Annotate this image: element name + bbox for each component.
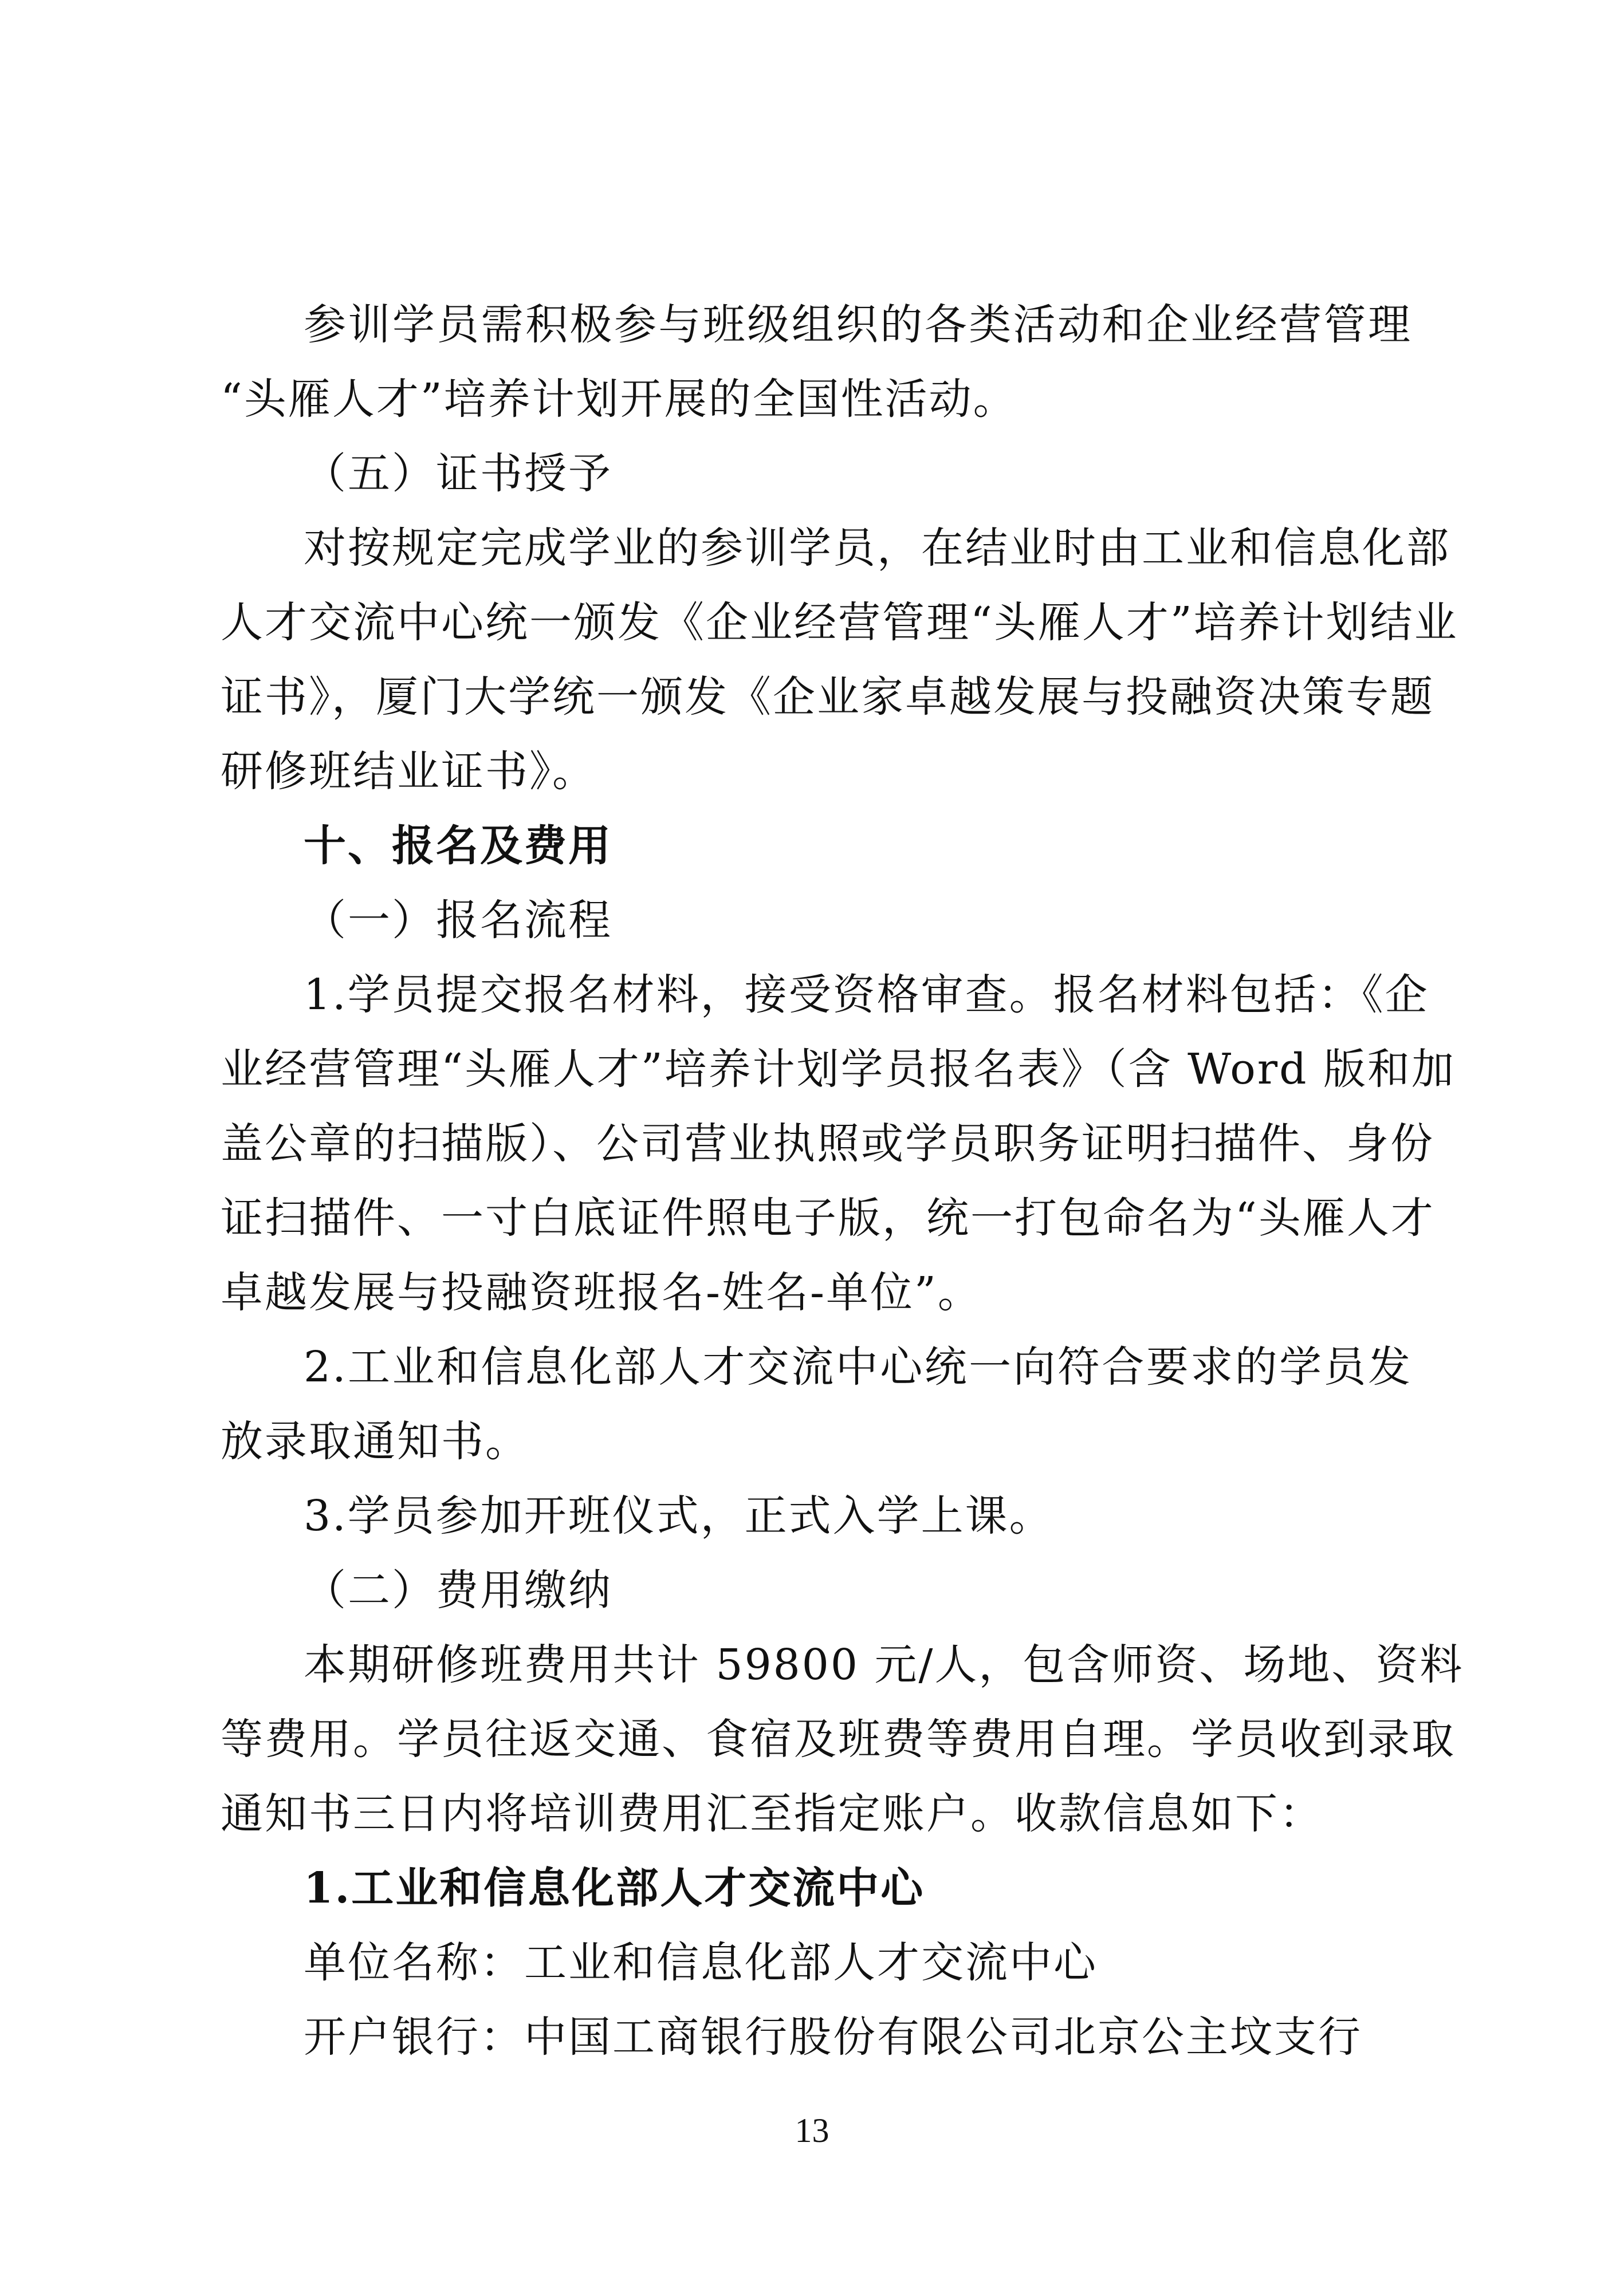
account-heading: 1.工业和信息化部人才交流中心 (304, 1864, 925, 1913)
paragraph-line: 1.学员提交报名材料，接受资格审查。报名材料包括：《企 (304, 970, 1429, 1019)
subsection-heading: （二）费用缴纳 (304, 1566, 612, 1615)
paragraph-line: 证扫描件、一寸白底证件照电子版，统一打包命名为“头雁人才 (221, 1194, 1435, 1243)
subsection-heading: （五）证书授予 (304, 449, 612, 498)
page-number: 13 (795, 2112, 829, 2149)
paragraph-line: 业经营管理“头雁人才”培养计划学员报名表》（含 Word 版和加 (221, 1045, 1456, 1094)
paragraph-line: 2.工业和信息化部人才交流中心统一向符合要求的学员发 (304, 1342, 1412, 1392)
paragraph-line: 人才交流中心统一颁发《企业经营管理“头雁人才”培养计划结业 (221, 598, 1458, 647)
paragraph-line: 研修班结业证书》。 (221, 747, 596, 796)
paragraph-line: 通知书三日内将培训费用汇至指定账户。收款信息如下： (221, 1789, 1323, 1838)
account-bank-line: 开户银行：中国工商银行股份有限公司北京公主坟支行 (304, 2013, 1362, 2062)
account-name-line: 单位名称：工业和信息化部人才交流中心 (304, 1938, 1098, 1987)
paragraph-line: 等费用。学员往返交通、食宿及班费等费用自理。学员收到录取 (221, 1715, 1456, 1764)
paragraph-line: 放录取通知书。 (221, 1417, 529, 1466)
paragraph-line: 3.学员参加开班仪式，正式入学上课。 (304, 1491, 1053, 1541)
paragraph-line: 对按规定完成学业的参训学员，在结业时由工业和信息化部 (304, 523, 1450, 573)
paragraph-line: “头雁人才”培养计划开展的全国性活动。 (221, 375, 1017, 424)
paragraph-line: 盖公章的扫描版）、公司营业执照或学员职务证明扫描件、身份 (221, 1119, 1434, 1168)
paragraph-line: 卓越发展与投融资班报名-姓名-单位”。 (221, 1268, 982, 1317)
paragraph-line: 证书》，厦门大学统一颁发《企业家卓越发展与投融资决策专题 (221, 672, 1434, 722)
subsection-heading: （一）报名流程 (304, 896, 612, 945)
paragraph-line: 本期研修班费用共计 59800 元/人，包含师资、场地、资料 (304, 1640, 1464, 1689)
paragraph-line: 参训学员需积极参与班级组织的各类活动和企业经营管理 (304, 300, 1412, 349)
section-heading: 十、报名及费用 (304, 821, 612, 871)
